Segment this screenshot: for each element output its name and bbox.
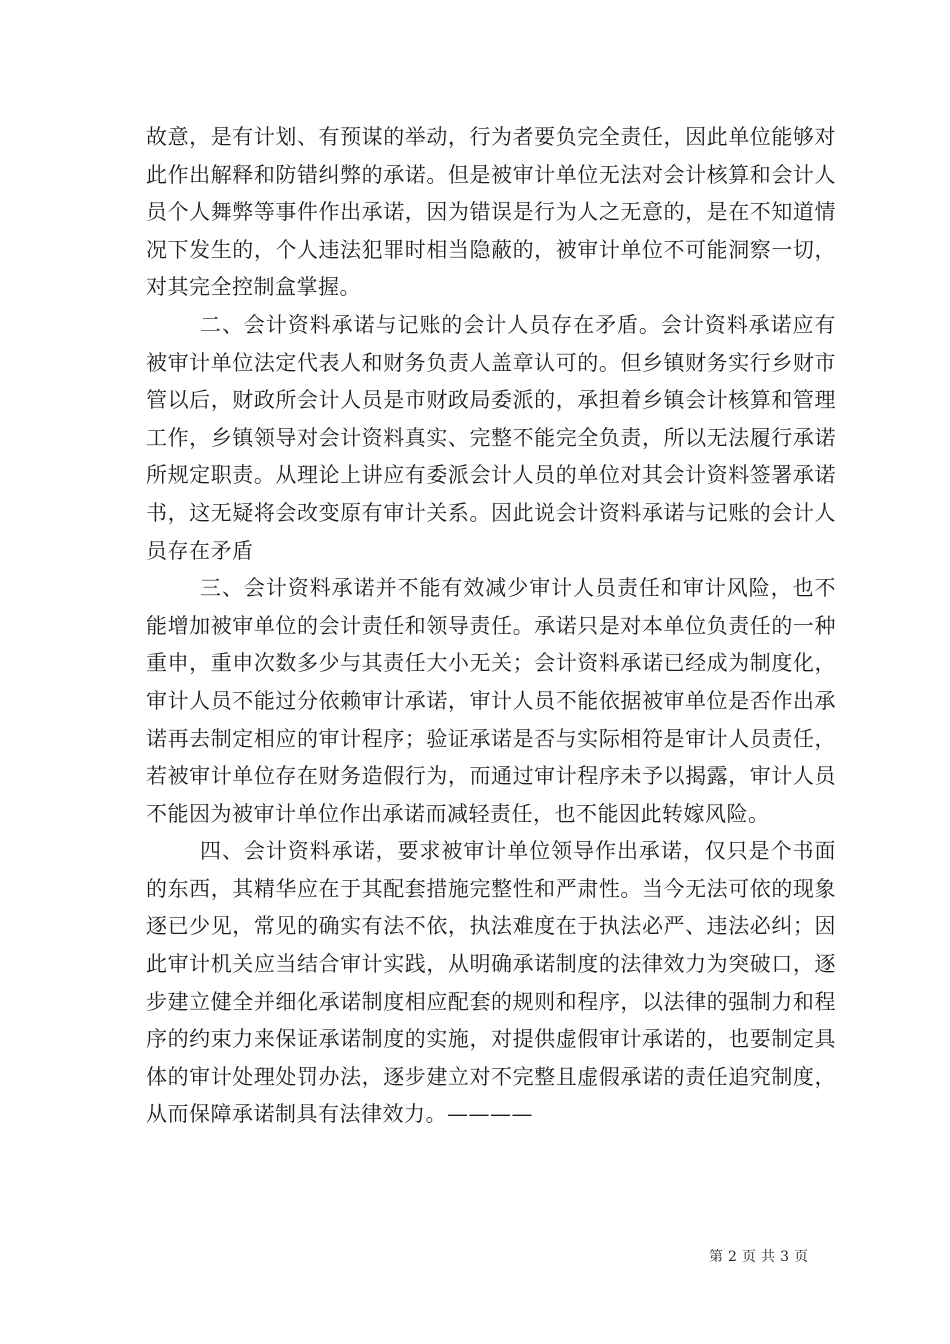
- paragraph-point-three: 三、会计资料承诺并不能有效减少审计人员责任和审计风险，也不能增加被审单位的会计责任和领导责任。承诺只是对本单位负责任的一种重申，重申次数多少与其责任大小无关；会计资料承诺已经成为制度化，审计人员不能过分依赖审计承诺，审计人员不能依据被审单位是否作出承诺再去制定相应的审计程序；验证承诺是否与实际相符是审计人员责任，若被审计单位存在财务造假行为，而通过审计程序未予以揭露，审计人员不能因为被审计单位作出承诺而减轻责任，也不能因此转嫁风险。: [146, 576, 836, 826]
- paragraph-point-two: 二、会计资料承诺与记账的会计人员存在矛盾。会计资料承诺应有被审计单位法定代表人和财务负责人盖章认可的。但乡镇财务实行乡财市管以后，财政所会计人员是市财政局委派的，承担着乡镇会计核算和管理工作，乡镇领导对会计资料真实、完整不能完全负责，所以无法履行承诺所规定职责。从理论上讲应有委派会计人员的单位对其会计资料签署承诺书，这无疑将会改变原有审计关系。因此说会计资料承诺与记账的会计人员存在矛盾: [146, 312, 836, 563]
- paragraph-continuation: 故意，是有计划、有预谋的举动，行为者要负完全责任，因此单位能够对此作出解释和防错纠弊的承诺。但是被审计单位无法对会计核算和会计人员个人舞弊等事件作出承诺，因为错误是行为人之无意的，是在不知道情况下发生的，个人违法犯罪时相当隐蔽的，被审计单位不可能洞察一切，对其完全控制盒掌握。: [146, 125, 836, 300]
- document-body: [146, 119, 836, 1134]
- paragraph-point-four: 四、会计资料承诺，要求被审计单位领导作出承诺，仅只是个书面的东西，其精华应在于其配套措施完整性和严肃性。当今无法可依的现象逐已少见，常见的确实有法不依，执法难度在于执法必严、违法必纠；因此审计机关应当结合审计实践，从明确承诺制度的法律效力为突破口，逐步建立健全并细化承诺制度相应配套的规则和程序，以法律的强制力和程序的约束力来保证承诺制度的实施，对提供虚假审计承诺的，也要制定具体的审计处理处罚办法，逐步建立对不完整且虚假承诺的责任追究制度，从而保障承诺制具有法律效力。————: [146, 839, 836, 1127]
- page-number-footer: 第 2 页 共 3 页: [709, 1249, 809, 1265]
